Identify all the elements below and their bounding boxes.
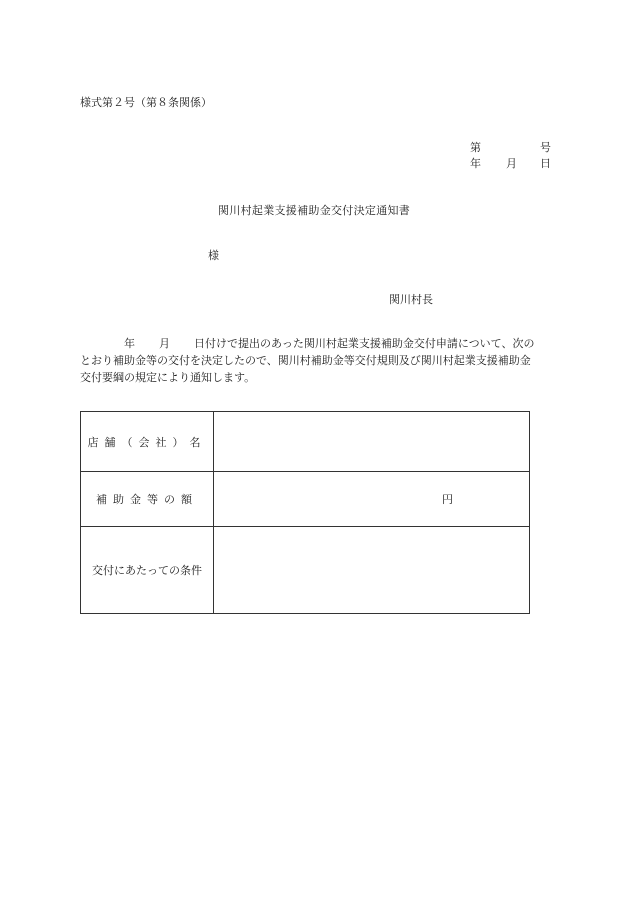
date-year-label: 年 <box>470 157 481 170</box>
table-row <box>81 527 530 614</box>
table-row <box>81 412 530 472</box>
shop-name-label: 店舗（会社）名 <box>81 412 214 472</box>
issuer-name: 関川村長 <box>389 293 433 306</box>
addressee-honorific: 様 <box>208 249 219 262</box>
document-title: 関川村起業支援補助金交付決定通知書 <box>218 204 411 217</box>
grant-amount-field[interactable] <box>214 472 530 527</box>
grant-amount-label: 補助金等の額 <box>81 472 214 527</box>
document-number-label: 第 <box>470 141 481 154</box>
date-day-label: 日 <box>540 157 551 170</box>
notice-body-line-2: とおり補助金等の交付を決定したので、関川村補助金等交付規則及び関川村起業支援補助金 <box>80 354 531 367</box>
form-number: 様式第２号（第８条関係） <box>80 96 212 109</box>
body-month-label: 月 <box>159 337 170 350</box>
body-line1-text: 日付けで提出のあった関川村起業支援補助金交付申請について、次の <box>194 337 535 350</box>
grant-conditions-label: 交付にあたっての条件 <box>81 527 214 614</box>
grant-conditions-field[interactable] <box>214 527 530 614</box>
table-row <box>81 472 530 527</box>
notice-body <box>80 335 550 386</box>
yen-unit: 円 <box>442 493 453 506</box>
shop-name-field[interactable] <box>214 412 530 472</box>
document-number-suffix: 号 <box>540 141 551 154</box>
notice-body-line-3: 交付要綱の規定により通知します。 <box>80 371 256 384</box>
grant-info-table <box>80 411 530 614</box>
body-year-label: 年 <box>124 337 135 350</box>
notice-body-line-1 <box>80 335 550 352</box>
date-month-label: 月 <box>506 157 517 170</box>
